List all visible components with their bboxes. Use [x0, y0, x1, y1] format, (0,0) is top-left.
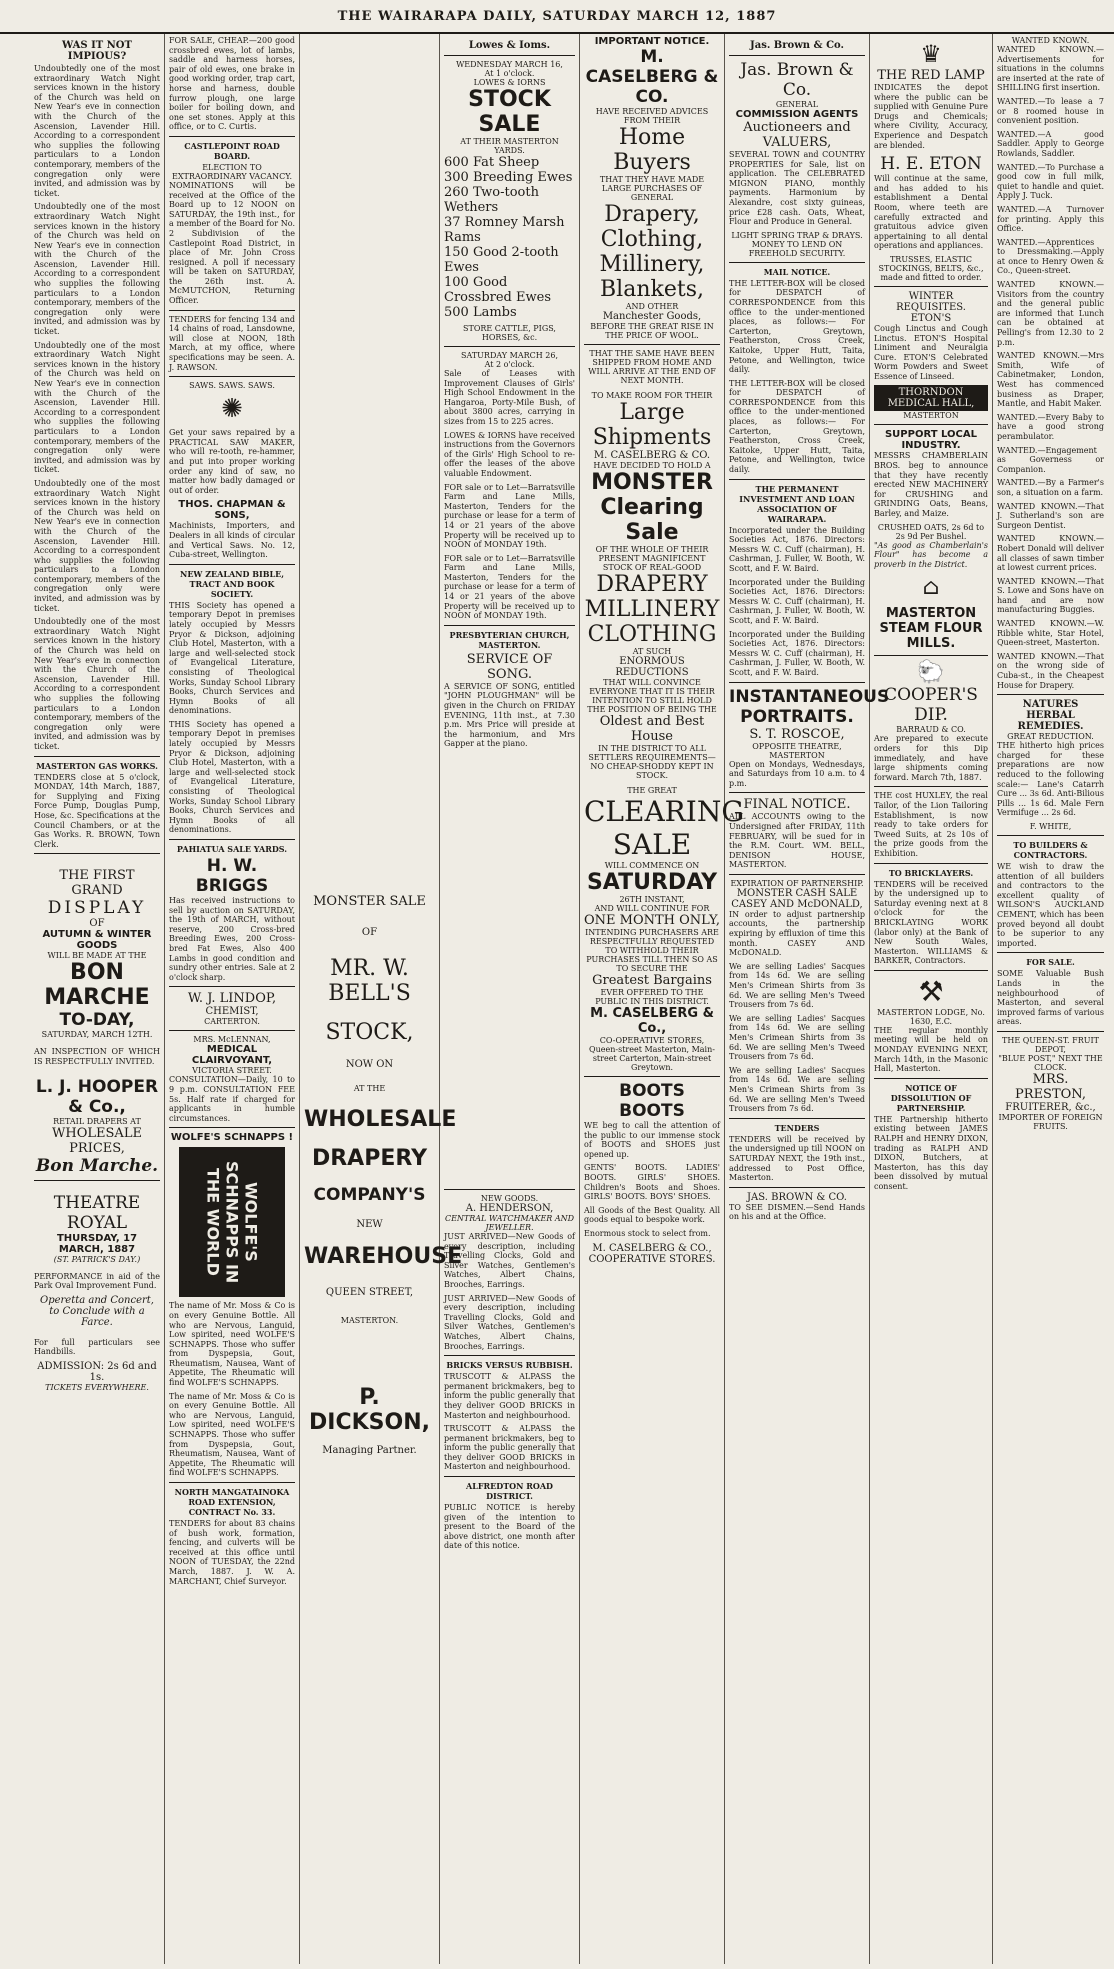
boots-headline: BOOTS BOOTS	[619, 1081, 685, 1121]
caselberg-line: M. CASELBERG & Co.,	[590, 1006, 714, 1036]
caselberg-line: Queen-street Masterton, Main-street Carterton, Main-street Greytown.	[589, 1045, 715, 1072]
notice-headline: NOTICE OF DISSOLUTION OF PARTNERSHIP.	[890, 1082, 972, 1113]
theatre-date: THURSDAY, 17 MARCH, 1887	[56, 1232, 138, 1255]
ad-body: FOR sale or to Let—Barratsville Farm and Lane Mills, Masterton, Tenders for the purchase or lease for a term of 14 or 21 years of the above Property will be received up to NOON of MONDAY 19th.	[444, 482, 575, 550]
ad-line: WINTER REQUISITES.	[896, 290, 966, 313]
notice-body: THE LETTER-BOX will be closed for DESPATCH of CORRESPONDENCE from this office to the under-mentioned places, as follows:— For Carterton, Greytown, Featherston, Cross Creek, Kaitoke, Upper Hutt, Taita, Petone, and Wellington, twice daily.	[729, 278, 865, 375]
bell-ad-line: STOCK,	[325, 1020, 414, 1045]
bell-ad-line: WHOLESALE	[304, 1107, 457, 1132]
ad-line: Auctioneers and	[743, 120, 851, 135]
schnapps-label-text: WOLFE'S SCHNAPPS IN THE WORLD	[203, 1161, 261, 1284]
masthead	[0, 0, 1114, 34]
theatre-body: For full particulars see Handbills.	[34, 1337, 160, 1357]
caselberg-line: Home Buyers	[613, 125, 691, 175]
classified-header: WANTED KNOWN.	[1011, 36, 1090, 45]
bell-ad-line: NEW	[356, 1219, 383, 1230]
classified-item: WANTED.—To lease a 7 or 8 roomed house in convenient position.	[997, 96, 1104, 126]
boots-body: GENTS' BOOTS. LADIES' BOOTS. GIRLS' SHOES. Children's Boots and Shoes. GIRLS' BOOTS. BOYS' SHOES.	[584, 1163, 720, 1202]
ad-body: CONSULTATION—Daily, 10 to 9 p.m. CONSULTATION FEE 5s. Half rate if charged for applicants in humble circumstances.	[169, 1075, 295, 1123]
notice-headline: FOR SALE.	[1026, 957, 1075, 968]
ad-line: THE QUEEN-ST. FRUIT DEPOT,	[1002, 1035, 1099, 1054]
ad-line: S. T. ROSCOE,	[749, 726, 845, 742]
divider	[874, 655, 988, 656]
ad-body: Will continue at the same, and has added to his establishment a Dental Room, where teeth are carefully extracted and gratuitous advice given appertaining to all dental operations and appliances.	[874, 174, 988, 251]
divider	[729, 479, 865, 480]
column-8	[993, 34, 1108, 1964]
caselberg-line: Greatest Bargains	[592, 973, 712, 988]
caselberg-line: OF THE WHOLE OF THEIR PRESENT MAGNIFICENT STOCK OF REAL-GOOD	[595, 545, 709, 572]
notice-subheadline: SERVICE OF SONG.	[466, 651, 553, 682]
ad-line: Jas. Brown & Co.	[750, 40, 844, 51]
classified-item: WANTED KNOWN.—Visitors from the country and the general public are informed that Lunch can be obtained at Pelling's from 12.30 to 2 p.m.	[997, 280, 1104, 347]
ad-body: Sale of Leases with Improvement Clauses of Girls' High School Endowment in the Hangaroa, Porty-Mile Bush, of about 3800 acres, carrying in sizes from 15 to 225 acres.	[444, 369, 575, 426]
ad-line: "BLUE POST," NEXT THE CLOCK.	[998, 1053, 1103, 1072]
caselberg-line: CO-OPERATIVE STORES,	[599, 1036, 705, 1045]
article-body-filler: Undoubtedly one of the most extraordinary Watch Night services known in the history of the Church was held on New Year's eve in connection with the Church of the Ascension, Lavender Hill. According to a correspondent who supplies the following particulars to a London contemporary, members of the congregation only were invited, and admission was by ticket.	[34, 202, 160, 337]
divider	[874, 786, 988, 787]
column-4	[440, 34, 580, 1964]
divider	[169, 376, 295, 377]
divider	[34, 853, 160, 854]
theatre-title: THEATRE ROYAL	[53, 1192, 141, 1233]
bell-ad-line: AT THE	[353, 1084, 386, 1093]
notice-body: THE regular monthly meeting will be held on MONDAY EVENING NEXT, March 14th, in the Masonic Hall, Masterton.	[874, 1025, 988, 1074]
caselberg-line: CLEARING	[584, 795, 744, 828]
notice-body-filler: We are selling Ladies' Sacques from 14s 6d. We are selling Men's Crimean Shirts from 3s 6d. We are selling Men's Tweed Trousers from 7s 6d.	[729, 1065, 865, 1114]
notice-body: IN order to adjust partnership accounts, the partnership expiring by effluxion of time this month. CASEY AND McDONALD.	[729, 909, 865, 958]
bell-ad-line: P. DICKSON,	[309, 1385, 430, 1435]
ad-line: BARRAUD & CO.	[896, 725, 966, 735]
classified-item: WANTED.—Every Baby to have a good strong perambulator.	[997, 412, 1104, 441]
notice-headline: CASTLEPOINT ROAD BOARD.	[184, 140, 280, 161]
caselberg-line: MILLINERY	[584, 597, 720, 622]
ad-body: SEVERAL TOWN and COUNTRY PROPERTIES for Sale, list on application. The CELEBRATED MIGNON PIANO, monthly payments. Harmonium by Alexandre, cost sixty guineas, price £28 cash. Oats, Wheat, Flour and Produce in General.	[729, 150, 865, 227]
article-body: Undoubtedly one of the most extraordinary Watch Night services known in the history of the Church was held on New Year's eve in connection with the Church of the Ascension, Lavender Hill. According to a correspondent who supplies the following particulars to a London contemporary, members of the congregation only were invited, and admission was by ticket.	[34, 64, 160, 198]
bell-ad-line: MASTERTON.	[340, 1316, 399, 1325]
theatre-tickets: TICKETS EVERYWHERE.	[45, 1382, 149, 1392]
article-body-filler: Undoubtedly one of the most extraordinary Watch Night services known in the history of the Church was held on New Year's eve in connection with the Church of the Ascension, Lavender Hill. According to a correspondent who supplies the following particulars to a London contemporary, members of the congregation only were invited, and admission was by ticket.	[34, 340, 160, 475]
ad-line: H. W. BRIGGS	[195, 856, 269, 896]
divider	[444, 55, 575, 56]
notice-body: TENDERS for fencing 134 and 14 chains of road, Lansdowne, will close at NOON, 18th March, at my office, where specifications may be seen. A. J. RAWSON.	[169, 314, 295, 372]
divider	[729, 792, 865, 793]
divider	[729, 874, 865, 875]
notice-headline: MASTERTON LODGE, No. 1630, E.C.	[877, 1007, 985, 1026]
caselberg-line: 26TH INSTANT,	[619, 895, 685, 904]
ad-line: OPPOSITE THEATRE, MASTERTON	[752, 741, 842, 760]
bell-ad-line: DRAPERY	[311, 1146, 428, 1171]
caselberg-line: BEFORE THE GREAT RISE IN THE PRICE OF WOOL.	[590, 322, 714, 340]
theatre-body: PERFORMANCE in aid of the Park Oval Improvement Fund.	[34, 1271, 160, 1291]
divider	[169, 986, 295, 987]
divider	[444, 625, 575, 626]
ad-line: TRUSSES, ELASTIC STOCKINGS, BELTS, &c., made and fitted to order.	[878, 254, 984, 282]
ad-line: SUPPORT LOCAL INDUSTRY.	[884, 429, 977, 452]
bell-ad-line: COMPANY'S	[313, 1185, 426, 1205]
bell-ad-line: QUEEN STREET,	[325, 1287, 414, 1298]
ad-line: STORE CATTLE, PIGS, HORSES, &c.	[463, 324, 556, 342]
stock-item: 150 Good 2-tooth Ewes	[444, 245, 559, 275]
ad-body: The name of Mr. Moss & Co is on every Genuine Bottle. All who are Nervous, Languid, Low spirited, need WOLFE'S SCHNAPPS. Those who suffer from Dyspepsia, Gout, Rheumatism, Nausea, Want of Appetite, The Rheumatic will find WOLFE'S SCHNAPPS.	[169, 1301, 295, 1388]
ad-line: STOCK SALE	[468, 87, 551, 137]
ad-line: VALUERS,	[762, 135, 832, 150]
ad-line: SATURDAY, MARCH 12TH.	[41, 1030, 153, 1040]
caselberg-line: AND WILL CONTINUE FOR	[594, 904, 710, 913]
caselberg-line: IN THE DISTRICT TO ALL SETTLERS REQUIREMENTS—NO CHEAP-SHODDY KEPT IN STOCK.	[588, 744, 716, 780]
divider	[444, 346, 575, 347]
classified-item: WANTED.—A Turnover for printing. Apply this Office.	[997, 204, 1104, 234]
notice-body: TRUSCOTT & ALPASS the permanent brickmakers, beg to inform the public generally that they deliver GOOD BRICKS in Masterton and neighbourhood.	[444, 1372, 575, 1420]
stock-item: 600 Fat Sheep	[444, 155, 540, 170]
notice-body: JUST ARRIVED—New Goods of every description, including Travelling Clocks, Gold and Silver Watches, Gentlemen's Watches, Albert Chains, Brooches, Earrings.	[444, 1232, 575, 1289]
ad-body: Are prepared to execute orders for this Dip immediately, and have large shipments coming forward. March 7th, 1887.	[874, 734, 988, 782]
notice-body: TENDERS for about 83 chains of bush work, formation, fencing, and culverts will be received at this office until NOON of TUESDAY, the 22nd March, 1887. J. W. A. MARCHANT, Chief Surveyor.	[169, 1519, 295, 1586]
caselberg-line: M. CASELBERG & CO.	[593, 450, 711, 461]
divider	[729, 262, 865, 263]
ad-line: MONEY TO LEND ON FREEHOLD SECURITY.	[748, 239, 846, 258]
caselberg-line: TO MAKE ROOM FOR THEIR	[591, 391, 713, 400]
ad-line: PORTRAITS.	[740, 706, 854, 727]
divider	[444, 1189, 575, 1190]
red-lamp-icon: ♛	[920, 40, 942, 68]
stock-item: 260 Two-tooth Wethers	[444, 185, 539, 215]
caselberg-line: HAVE DECIDED TO HOLD A	[593, 461, 711, 470]
sheep-icon: 🐑	[917, 660, 945, 686]
ad-line: ETON'S	[910, 312, 952, 324]
ad-line: LIGHT SPRING TRAP & DRAYS.	[731, 230, 863, 240]
classified-item: WANTED KNOWN.—That on the wrong side of Cuba-st., in the Cheapest House for Drapery.	[997, 651, 1104, 690]
masthead-title: THE WAIRARAPA DAILY, SATURDAY MARCH 12, 1887	[337, 9, 777, 24]
notice-body: We are selling Ladies' Sacques from 14s 6d. We are selling Men's Crimean Shirts from 3s 6d. We are selling Men's Tweed Trousers from 7s 6d.	[729, 961, 865, 1010]
saw-icon: ✺	[221, 394, 243, 425]
article-headline: WAS IT NOT IMPIOUS?	[62, 40, 132, 62]
notice-headline: PRESBYTERIAN CHURCH, MASTERTON.	[449, 629, 570, 650]
divider	[729, 682, 865, 683]
ad-line: GENERAL	[775, 100, 819, 109]
ad-line: OF	[89, 918, 105, 930]
classified-item: WANTED.—To Purchase a good cow in full milk, quiet to handle and quiet. Apply J. Tuck.	[997, 162, 1104, 201]
caselberg-line: ONE MONTH ONLY,	[584, 913, 721, 928]
ad-line: LOWES & IORNS	[473, 78, 546, 87]
ad-line: AN INSPECTION OF WHICH IS RESPECTFULLY INVITED.	[34, 1047, 160, 1066]
ad-body: Cough Linctus and Cough Linctus. ETON'S Hospital Liniment and Neuralgia Cure. ETON'S Celebrated Worm Powders and Sweet Essence of Linseed.	[874, 323, 988, 381]
ad-line: RETAIL DRAPERS AT	[53, 1116, 141, 1126]
notice-headline: TO BRICKLAYERS.	[888, 867, 974, 878]
ad-body: INDICATES the depot where the public can be supplied with Genuine Pure Drugs and Chemicals; where Civility, Accuracy, Experience and Despatch are blended.	[874, 83, 988, 150]
theatre-body: Operetta and Concert, to Conclude with a Farce.	[40, 1294, 154, 1328]
caselberg-line: Clothing,	[600, 227, 704, 252]
notice-headline: FINAL NOTICE.	[743, 797, 851, 813]
ad-line: Jas. Brown & Co.	[740, 60, 854, 100]
divider	[874, 1078, 988, 1079]
notice-headline: EXPIRATION OF PARTNERSHIP.	[730, 878, 864, 888]
notice-body: TENDERS close at 5 o'clock, MONDAY, 14th March, 1887, for Supplying and Fixing Force Pump, Douglas Pump, Hose, &c. Specifications at the Council Chambers, or at the Gas Works. R. BROWN, Town Clerk.	[34, 772, 160, 849]
notice-body: TENDERS will be received by the undersigned up to Saturday evening next at 8 o'clock for the BRICKLAYING WORK (labor only) at the Bank of New South Wales, Masterton. WILLIAMS & BARKER, Contractors.	[874, 879, 988, 966]
ad-line: WEDNESDAY MARCH 16,	[456, 60, 563, 69]
notice-headline: NEW ZEALAND BIBLE, TRACT AND BOOK SOCIETY.	[180, 568, 284, 599]
ad-body: "As good as Chamberlain's Flour" has become a proverb in the District.	[874, 540, 988, 569]
divider	[169, 136, 295, 137]
notice-body-filler: We are selling Ladies' Sacques from 14s 6d. We are selling Men's Crimean Shirts from 3s 6d. We are selling Men's Tweed Trousers from 7s 6d.	[729, 1013, 865, 1062]
theatre-admission: ADMISSION: 2s 6d and 1s.	[37, 1360, 157, 1383]
notice-headline: A. HENDERSON,	[465, 1203, 554, 1214]
ad-body: Machinists, Importers, and Dealers in all kinds of circular and Vertical Saws. No. 12, Cuba-street, Wellington.	[169, 521, 295, 560]
divider	[169, 564, 295, 565]
ad-line: At 1 o'clock.	[484, 69, 535, 78]
caselberg-line: AT SUCH	[632, 647, 672, 656]
notice-body-filler: Incorporated under the Building Societies Act, 1876. Directors: Messrs W. C. Cuff (chairman), H. Cashrman, J. Fuller, W. Booth, W. Scott, and F. W. Baird.	[729, 629, 865, 677]
caselberg-line: THE GREAT	[627, 786, 677, 795]
ad-line: L. J. HOOPER & Co.,	[35, 1076, 159, 1117]
ad-line: H. E. ETON	[880, 154, 982, 175]
notice-headline: NEW GOODS.	[480, 1194, 539, 1203]
ad-line: MEDICAL CLAIRVOYANT,	[191, 1044, 273, 1067]
ad-line: Bon Marche.	[35, 1155, 159, 1176]
classified-body: FOR SALE, CHEAP.—200 good crossbred ewes, lot of lambs, saddle and harness horses, pair of old ewes, one brake in good working order, trap cart, horse and harness, double furrow plough, one large boiler for boiling down, and one set stones. Apply at this office, or to C. Curtis.	[169, 36, 295, 132]
ad-line: COOPER'S DIP.	[884, 685, 978, 726]
caselberg-line: Millinery,	[599, 252, 705, 277]
ad-line: W. J. LINDOP,	[187, 991, 277, 1007]
notice-body-filler: Incorporated under the Building Societies Act, 1876. Directors: Messrs W. C. Cuff (chairman), H. Cashrman, J. Fuller, W. Booth, W. Scott, and F. W. Baird.	[729, 577, 865, 625]
ad-line: BON MARCHE	[44, 960, 150, 1011]
notice-headline: TENDERS	[774, 1122, 820, 1133]
divider	[34, 1180, 160, 1181]
divider	[169, 1482, 295, 1483]
ad-line: SATURDAY MARCH 26,	[461, 351, 558, 360]
classified-item: WANTED KNOWN.—Robert Donald will deliver all classes of sawn timber at lowest current prices.	[997, 534, 1104, 573]
divider	[584, 344, 720, 345]
theatre-subtitle: (ST. PATRICK'S DAY.)	[53, 1254, 141, 1264]
ad-line: CRUSHED OATS, 2s 6d to 2s 9d Per Bushel.	[877, 522, 985, 541]
ad-body: Get your saws repaired by a PRACTICAL SAW MAKER, who will re-tooth, re-hammer, and put into proper working order any kind of saw, no matter how badly damaged or out of order.	[169, 428, 295, 495]
boots-body: WE beg to call the attention of the public to our immense stock of BOOTS and SHOES just opened up.	[584, 1121, 720, 1159]
column-5	[580, 34, 744, 1964]
ad-body: LOWES & IORNS have received instructions from the Governors of the Girls' High School to re-offer the leases of the above valuable Endowment.	[444, 430, 575, 478]
ad-line: COMMISSION AGENTS	[735, 109, 859, 120]
divider	[34, 756, 160, 757]
divider	[997, 1031, 1104, 1032]
divider	[874, 970, 988, 971]
masonic-compass-icon: ⚒	[918, 974, 944, 1008]
stock-item: 37 Romney Marsh Rams	[444, 215, 565, 245]
ad-body-filler: The name of Mr. Moss & Co is on every Genuine Bottle. All who are Nervous, Languid, Low spirited, need WOLFE'S SCHNAPPS. Those who suffer from Dyspepsia, Gout, Rheumatism, Nausea, Want of Appetite, The Rheumatic will find WOLFE'S SCHNAPPS.	[169, 1391, 295, 1478]
notice-headline: CASEY AND McDONALD,	[731, 898, 863, 910]
caselberg-line: Drapery,	[604, 202, 700, 227]
divider	[997, 952, 1104, 953]
notice-subheadline: CENTRAL WATCHMAKER AND JEWELLER.	[444, 1214, 575, 1232]
caselberg-line: THAT WILL CONVINCE EVERYONE THAT IT IS THEIR INTENTION TO STILL HOLD THE POSITION OF BEING THE	[587, 678, 717, 714]
ad-line: MRS. McLENNAN,	[193, 1035, 271, 1045]
ad-line: IMPORTER OF FOREIGN FRUITS.	[998, 1112, 1103, 1131]
ad-line: WHOLESALE PRICES,	[52, 1125, 142, 1156]
caselberg-line: Large Shipments	[592, 400, 712, 450]
divider	[729, 1118, 865, 1119]
notice-body: THIS Society has opened a temporary Depot in premises lately occupied by Messrs Pryor & Dickson, adjoining Club Hotel, Masterton, with a large and well-selected stock of Evangelical Literature, consisting of Theological Works, Sunday School Library Books, Church Services and Hymn Books of all denominations.	[169, 600, 295, 716]
ad-body: TO SEE DISMEN.—Send Hands on his and at the Office.	[729, 1202, 865, 1222]
ad-line: WOLFE'S SCHNAPPS !	[170, 1132, 294, 1144]
stock-item: 100 Good Crossbred Ewes	[444, 275, 551, 305]
divider	[444, 1355, 575, 1356]
ad-line: At 2 o'clock.	[484, 360, 535, 369]
ad-line: CARTERTON.	[204, 1017, 260, 1027]
bell-ad-line: WAREHOUSE	[304, 1244, 463, 1269]
boots-footer: M. CASELBERG & CO., COOPERATIVE STORES.	[588, 1242, 716, 1265]
ad-line: INSTANTANEOUS	[729, 686, 890, 707]
divider	[874, 286, 988, 287]
divider	[729, 1187, 865, 1188]
caselberg-line: SATURDAY	[586, 870, 718, 895]
caselberg-line: DRAPERY	[596, 572, 708, 597]
stock-item: 300 Breeding Ewes	[444, 170, 573, 185]
schnapps-bottle-label	[179, 1147, 285, 1297]
ad-line: MRS. PRESTON,	[1015, 1071, 1086, 1102]
ad-body-filler: FOR sale or to Let—Barratsville Farm and Lane Mills, Masterton, Tenders for the purchase or lease for a term of 14 or 21 years of the above Property will be received up to NOON of MONDAY 19th.	[444, 553, 575, 621]
notice-headline: THE PERMANENT INVESTMENT AND LOAN ASSOCIATION OF WAIRARAPA.	[739, 483, 855, 524]
notice-body: TENDERS will be received by the undersigned up till NOON on SATURDAY NEXT, the 19th inst., addressed to Post Office, Masterton.	[729, 1134, 865, 1183]
caselberg-line: INTENDING PURCHASERS ARE RESPECTFULLY REQUESTED TO WITHHOLD THEIR PURCHASES TILL THEN SO AS TO SECURE THE	[585, 928, 719, 973]
notice-headline: MAIL NOTICE.	[763, 266, 831, 277]
column-7	[870, 34, 993, 1964]
ad-line: DISPLAY	[47, 898, 147, 919]
boots-body: Enormous stock to select from.	[584, 1228, 711, 1238]
ad-line: WILL BE MADE AT THE	[47, 951, 147, 961]
ad-body: MESSRS CHAMBERLAIN BROS. beg to announce that they have recently erected NEW MACHINERY for CRUSHING and GRINDING Oats, Beans, Barley, and Maize.	[874, 451, 988, 519]
ad-body: THE cost HUXLEY, the real Tailor, of the Lion Tailoring Establishment, is now ready to take orders for Tweed Suits, at 2s 10s of the prize goods from the Exhibition.	[874, 791, 988, 858]
notice-body: A SERVICE OF SONG, entitled "JOHN PLOUGHMAN" will be given in the Church on FRIDAY EVENING, 11th inst., at 7.30 p.m. Mrs Price will preside at the harmonium, and Mrs Gapper at the piano.	[444, 681, 575, 749]
classified-item: WANTED.—By a Farmer's son, a situation on a farm.	[997, 478, 1104, 497]
caselberg-line: SALE	[612, 828, 692, 861]
caselberg-line: CLOTHING	[587, 622, 717, 647]
notice-body: NOMINATIONS will be received at the Office of the Board up to 12 NOON on SATURDAY, the 19th inst., for a member of the Board for No. 2 Subdivision of the Castlepoint Road District, in place of Mr. John Cross resigned. A poll if necessary will be taken on SATURDAY, the 26th inst. A. McMUTCHON, Returning Officer.	[169, 180, 295, 306]
caselberg-line: Manchester Goods,	[602, 311, 702, 322]
ad-line: Lowes & Ioms.	[468, 40, 551, 51]
caselberg-line: Oldest and Best House	[599, 714, 705, 744]
ad-line: THE FIRST GRAND	[59, 868, 135, 899]
ad-line: VICTORIA STREET.	[192, 1066, 272, 1076]
notice-headline: ALFREDTON ROAD DISTRICT.	[466, 1481, 553, 1502]
notice-body: WE wish to draw the attention of all builders and contractors to the excellent quality of WILSON'S AUCKLAND CEMENT, which has been proved beyond all doubt to be superior to any imported.	[997, 861, 1104, 948]
ad-line: TO-DAY,	[59, 1010, 135, 1031]
classified-item: WANTED KNOWN.—That J. Sutherland's son are Surgeon Dentist.	[997, 501, 1104, 530]
caselberg-line: MONSTER	[591, 470, 713, 495]
notice-headline: NORTH MANGATAINOKA ROAD EXTENSION, CONTRACT No. 33.	[174, 1487, 290, 1517]
caselberg-line: Blankets,	[600, 277, 704, 302]
notice-body: Incorporated under the Building Societies Act, 1876. Directors: Messrs W. C. Cuff (chairman), H. Cashrman, J. Fuller, W. Booth, W. Scott, and F. W. Baird.	[729, 525, 865, 573]
ad-line: GREAT REDUCTION.	[1007, 732, 1094, 742]
divider	[169, 839, 295, 840]
caselberg-line: HAVE RECEIVED ADVICES FROM THEIR	[595, 107, 709, 125]
ad-line: THORNDON MEDICAL HALL,	[874, 385, 988, 411]
flour-mill-icon: ⌂	[922, 575, 940, 601]
divider	[444, 1476, 575, 1477]
divider	[169, 1030, 295, 1031]
ad-line: JAS. BROWN & CO.	[747, 1191, 847, 1203]
classified-item: WANTED KNOWN.—Mrs Smith, Wife of Cabinetmaker, London, West has commenced business as Draper, Mantle, and Habit Maker.	[997, 351, 1104, 409]
column-6	[725, 34, 890, 1964]
bell-ad-line: NOW ON	[345, 1059, 394, 1070]
caselberg-line: IMPORTANT NOTICE.	[594, 36, 710, 47]
stock-item: 500 Lambs	[444, 305, 517, 320]
ad-line: NATURES HERBAL REMEDIES.	[1017, 699, 1084, 733]
classified-item: WANTED KNOWN.—W. Ribble white, Star Hotel, Queen-street, Masterton.	[997, 619, 1104, 648]
notice-headline: TO BUILDERS & CONTRACTORS.	[1013, 839, 1088, 860]
bell-ad-line: OF	[361, 927, 378, 938]
notice-headline: BRICKS VERSUS RUBBISH.	[446, 1360, 573, 1371]
notice-body-filler: TRUSCOTT & ALPASS the permanent brickmakers, beg to inform the public generally that they deliver GOOD BRICKS in Masterton and neighbourhood.	[444, 1424, 575, 1472]
divider	[729, 55, 865, 56]
divider	[169, 310, 295, 311]
ad-body: Open on Mondays, Wednesdays, and Saturdays from 10 a.m. to 4 p.m.	[729, 759, 865, 788]
notice-headline: PAHIATUA SALE YARDS.	[176, 844, 288, 854]
ad-line: SAWS. SAWS. SAWS.	[189, 381, 275, 391]
divider	[997, 835, 1104, 836]
notice-body-filler: THE LETTER-BOX will be closed for DESPATCH of CORRESPONDENCE from this office to the under-mentioned places, as follows:— For Carterton, Greytown, Featherston, Cross Creek, Kaitoke, Upper Hutt, Taita, Petone, and Wellington, twice daily.	[729, 378, 865, 475]
caselberg-line: AND OTHER	[625, 302, 679, 311]
classified-item: WANTED KNOWN.—Advertisements for situations in the columns are inserted at the rate of SHILLING first insertion.	[997, 45, 1104, 93]
ad-body: Has received instructions to sell by auction on SATURDAY, the 19th of MARCH, without reserve, 200 Cross-bred Breeding Ewes, 200 Cross-bred Fat Ewes, Also 400 Lambs in good condition and sundry other entries. Sale at 2 o'clock sharp.	[169, 896, 295, 982]
ad-line: AT THEIR MASTERTON YARDS.	[460, 137, 559, 155]
notice-body-filler: THIS Society has opened a temporary Depot in premises lately occupied by Messrs Pryor & Dickson, adjoining Club Hotel, Masterton, with a large and well-selected stock of Evangelical Literature, consisting of Theological Works, Sunday School Library Books, Church Services and Hymn Books of all denominations.	[169, 719, 295, 835]
divider	[874, 424, 988, 425]
notice-headline: MONSTER CASH SALE	[736, 887, 858, 899]
caselberg-line: THAT THEY HAVE MADE LARGE PURCHASES OF GENERAL	[599, 175, 705, 202]
notice-headline: MASTERTON GAS WORKS.	[36, 760, 158, 771]
notice-body-filler: JUST ARRIVED—New Goods of every description, including Travelling Clocks, Gold and Silver Watches, Gentlemen's Watches, Albert Chains, Brooches, Earrings.	[444, 1293, 575, 1351]
divider	[997, 694, 1104, 695]
boots-body: All Goods of the Best Quality. All goods equal to bespoke work.	[584, 1205, 720, 1225]
notice-subheadline: ELECTION TO EXTRAORDINARY VACANCY.	[171, 162, 293, 181]
bell-ad-line: Managing Partner.	[322, 1445, 417, 1456]
divider	[874, 863, 988, 864]
caselberg-line: THAT THE SAME HAVE BEEN SHIPPED FROM HOME AND WILL ARRIVE AT THE END OF NEXT MONTH.	[588, 349, 716, 385]
column-2	[165, 34, 300, 1964]
notice-body: THE Partnership hitherto existing between JAMES RALPH and HENRY DIXON, trading as RALPH AND DIXON, Butchers, at Masterton, has this day been dissolved by mutual consent.	[874, 1114, 988, 1191]
caselberg-line: EVER OFFERED TO THE PUBLIC IN THIS DISTRICT.	[595, 988, 709, 1006]
ad-line: THOS. CHAPMAN & SONS,	[178, 499, 286, 522]
ad-body: THE hitherto high prices charged for these preparations are now reduced to the following scale:— Lane's Catarrh Cure ... 3s 6d. Anti-Bilious Pills ... 1s 6d. Male Fern Vermifuge ... 2s 6d.	[997, 741, 1104, 818]
article-body-filler: Undoubtedly one of the most extraordinary Watch Night services known in the history of the Church was held on New Year's eve in connection with the Church of the Ascension, Lavender Hill. According to a correspondent who supplies the following particulars to a London contemporary, members of the congregation only were invited, and admission was by ticket.	[34, 478, 160, 613]
classified-item: WANTED KNOWN.—That S. Lowe and Sons have on hand and are now manufacturing Buggies.	[997, 576, 1104, 615]
ad-line: THE RED LAMP	[877, 68, 985, 83]
caselberg-line: ENORMOUS REDUCTIONS	[615, 656, 689, 678]
caselberg-line: M. CASELBERG & CO.	[585, 47, 719, 107]
ad-line: MASTERTON	[903, 411, 959, 421]
classified-item: WANTED.—Engagement as Governess or Companion.	[997, 445, 1104, 474]
ad-line: CHEMIST,	[205, 1006, 259, 1018]
divider	[584, 1076, 720, 1077]
column-1	[30, 34, 165, 1964]
article-body-filler: Undoubtedly one of the most extraordinary Watch Night services known in the history of the Church was held on New Year's eve in connection with the Church of the Ascension, Lavender Hill. According to a correspondent who supplies the following particulars to a London contemporary, members of the congregation only were invited, and admission was by ticket.	[34, 617, 160, 751]
classified-item: WANTED.—A good Saddler. Apply to George Rowlands, Saddler.	[997, 129, 1104, 158]
classified-item: WANTED.—Apprentices to Dressmaking.—Apply at once to Henry Owen & Co., Queen-street.	[997, 237, 1104, 276]
ad-line: FRUITERER, &c.,	[1005, 1101, 1096, 1113]
caselberg-line: WILL COMMENCE ON	[604, 861, 700, 870]
ad-line: F. WHITE,	[1029, 821, 1072, 831]
bell-ad-line: MONSTER SALE	[313, 894, 426, 909]
notice-body: PUBLIC NOTICE is hereby given of the intention to present to the Board of the above district, one month after date of this notice.	[444, 1503, 575, 1551]
caselberg-line: Clearing Sale	[600, 495, 704, 545]
notice-body: ALL ACCOUNTS owing to the Undersigned after FRIDAY, 11th FEBRUARY, will be sued for in the R.M. Court. WM. BELL, DENISON HOUSE, MASTERTON.	[729, 812, 865, 870]
ad-line: AUTUMN & WINTER GOODS	[42, 929, 152, 952]
notice-body: SOME Valuable Bush Lands in the neighbourhood of Masterton, and several improved farms of various areas.	[997, 969, 1104, 1027]
ad-line: MASTERTON STEAM FLOUR MILLS.	[879, 606, 983, 652]
bell-ad-line: MR. W. BELL'S	[328, 956, 411, 1006]
column-3	[300, 34, 463, 1964]
divider	[169, 1127, 295, 1128]
